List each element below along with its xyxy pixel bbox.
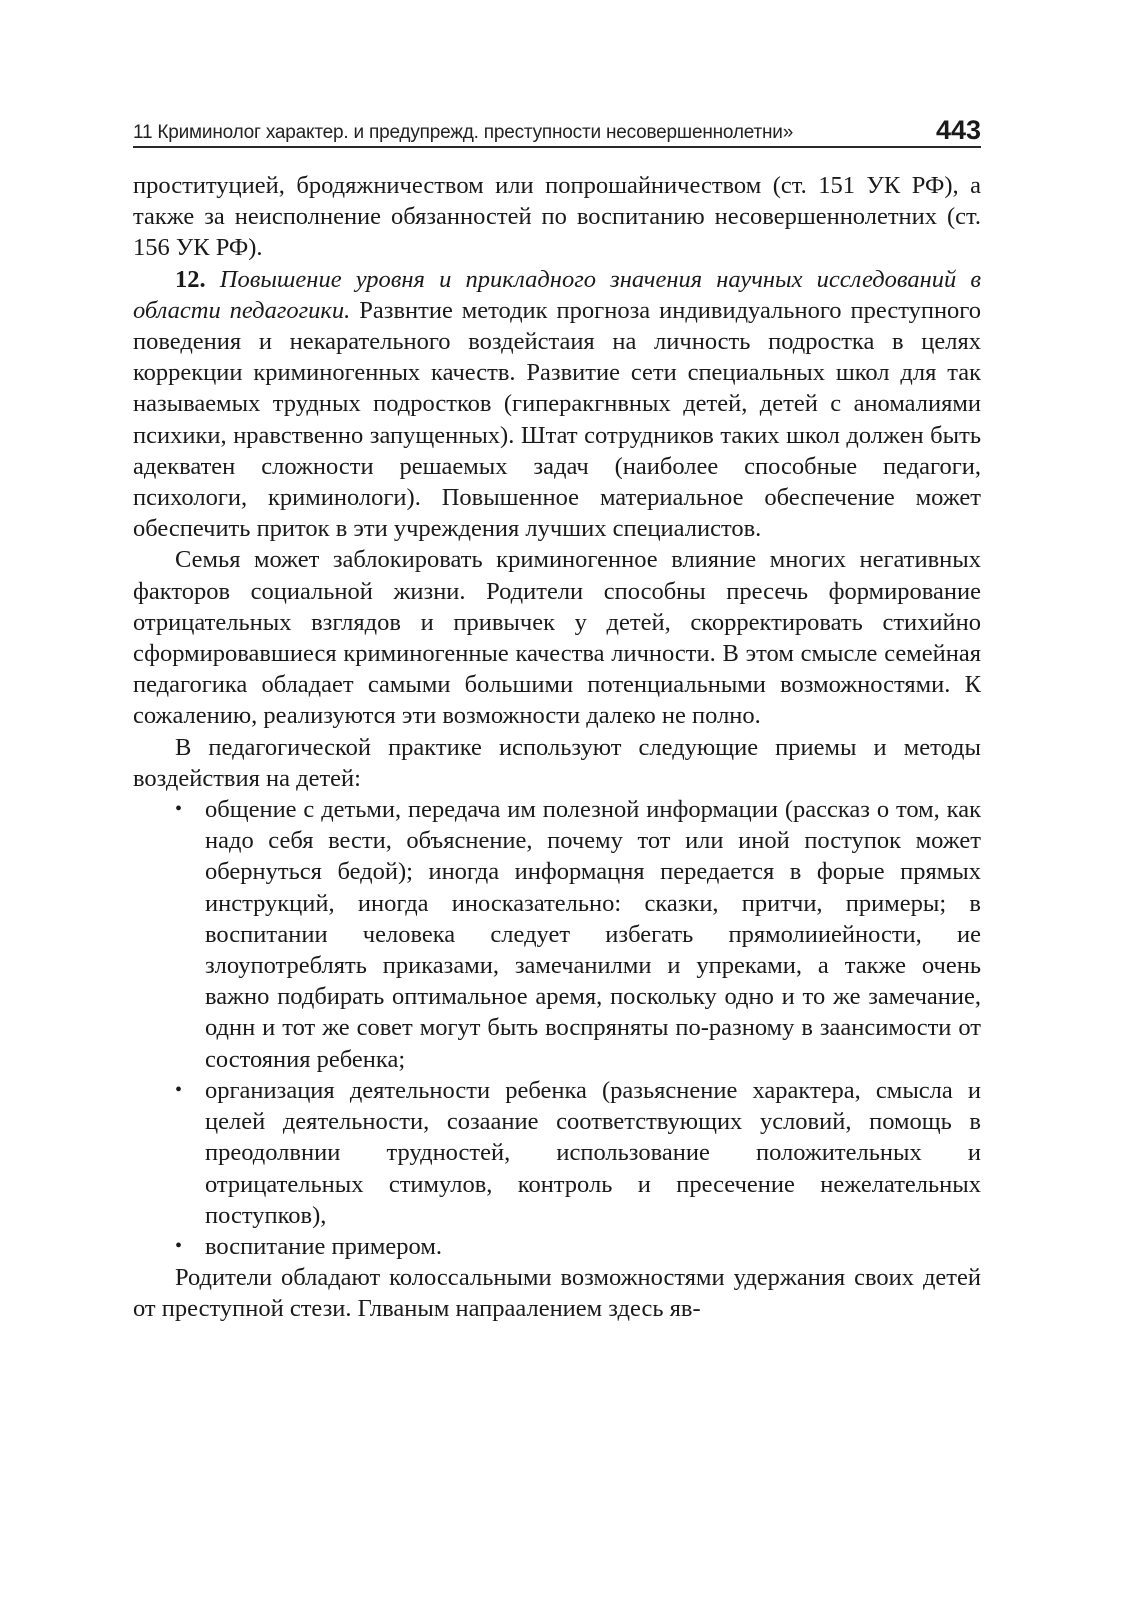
list-item — [175, 794, 981, 1075]
running-title: 11 Криминолог характер. и предупрежд. преступности несовершеннолетни» — [133, 122, 794, 143]
paragraph-methods-intro: В педагогической практике используют следующие приемы и методы воздействия на детей: — [133, 733, 981, 792]
paragraph-continuation: проституцией, бродяжничеством или попрошайничеством (ст. 151 УК РФ), а также за неисполнение обязанностей по воспитанию несовершеннолетних (ст. 156 УК РФ). — [133, 172, 981, 262]
bullet-icon: • — [175, 1078, 183, 1101]
paragraph-family: Семья может заблокировать криминогенное влияние многих негативных факторов социальной жизни. Родители способны пресечь формирование отрицательных взглядов и привычек у детей, скорректировать стихийно сформировавшиеся криминогенные качества личности. В этом смысле семейная педагогика обладает самыми большими потенциальными возможностями. К сожалению, реализуются эти возможности далеко не полно. — [133, 546, 981, 730]
list-item — [175, 1075, 981, 1231]
list-item-text: организация деятельности ребенка (разьяснение характера, смысла и целей деятельности, созаание соответствующих условий, помощь в преодолвнии трудностей, использование положительных и отрицательных стимулов, контроль и пресечение нежелательных поступков), — [205, 1076, 981, 1229]
book-page — [133, 110, 981, 1325]
item-number: 12. — [175, 265, 206, 293]
page-number: 443 — [935, 115, 981, 145]
paragraph-item-12 — [133, 264, 981, 545]
item-text: Развнтие методик прогноза индивидуального преступного поведения и некарательного воздейстаия на личность подростка в целях коррекции криминогенных качеств. Развитие сети специальных школ для так называемых трудных подростков (гиперакгнвных детей, детей с аномалиями психики, нравственно запущенных). Штат сотрудников таких школ должен быть адекватен сложности решаемых задач (наиболее способные педагоги, психологи, криминологи). Повышенное материальное обеспечение может обеспечить приток в эти учреждения лучших специалистов. — [133, 296, 981, 543]
body-text — [133, 170, 981, 1325]
running-head — [133, 110, 981, 148]
list-item-text: общение с детьми, передача им полезной информации (рассказ о том, как надо себя вести, объяснение, почему тот или иной поступок может обернуться бедой); иногда информацня передается в форые прямых инструкций, иногда иносказательно: сказки, притчи, примеры; в воспитании человека следует избегать прямолииейности, ие злоупотреблять приказами, замечанилми и упреками, а также очень важно подбирать оптимальное аремя, поскольку одно и то же замечание, однн и тот же совет могут быть воспряняты по-разному в заансимости от состояния ребенка; — [205, 796, 981, 1073]
item-heading: Повышение уровня и прикладного значения научных исследований в области педагогики. — [133, 265, 981, 324]
methods-list — [133, 794, 981, 1262]
bullet-icon: • — [175, 798, 183, 821]
bullet-icon: • — [175, 1234, 183, 1257]
list-item — [175, 1231, 981, 1262]
paragraph-parents: Родители обладают колоссальными возможностями удержания своих детей от преступной стези. Глваным напраалением здесь яв- — [133, 1264, 981, 1323]
list-item-text: воспитание примером. — [205, 1232, 442, 1260]
